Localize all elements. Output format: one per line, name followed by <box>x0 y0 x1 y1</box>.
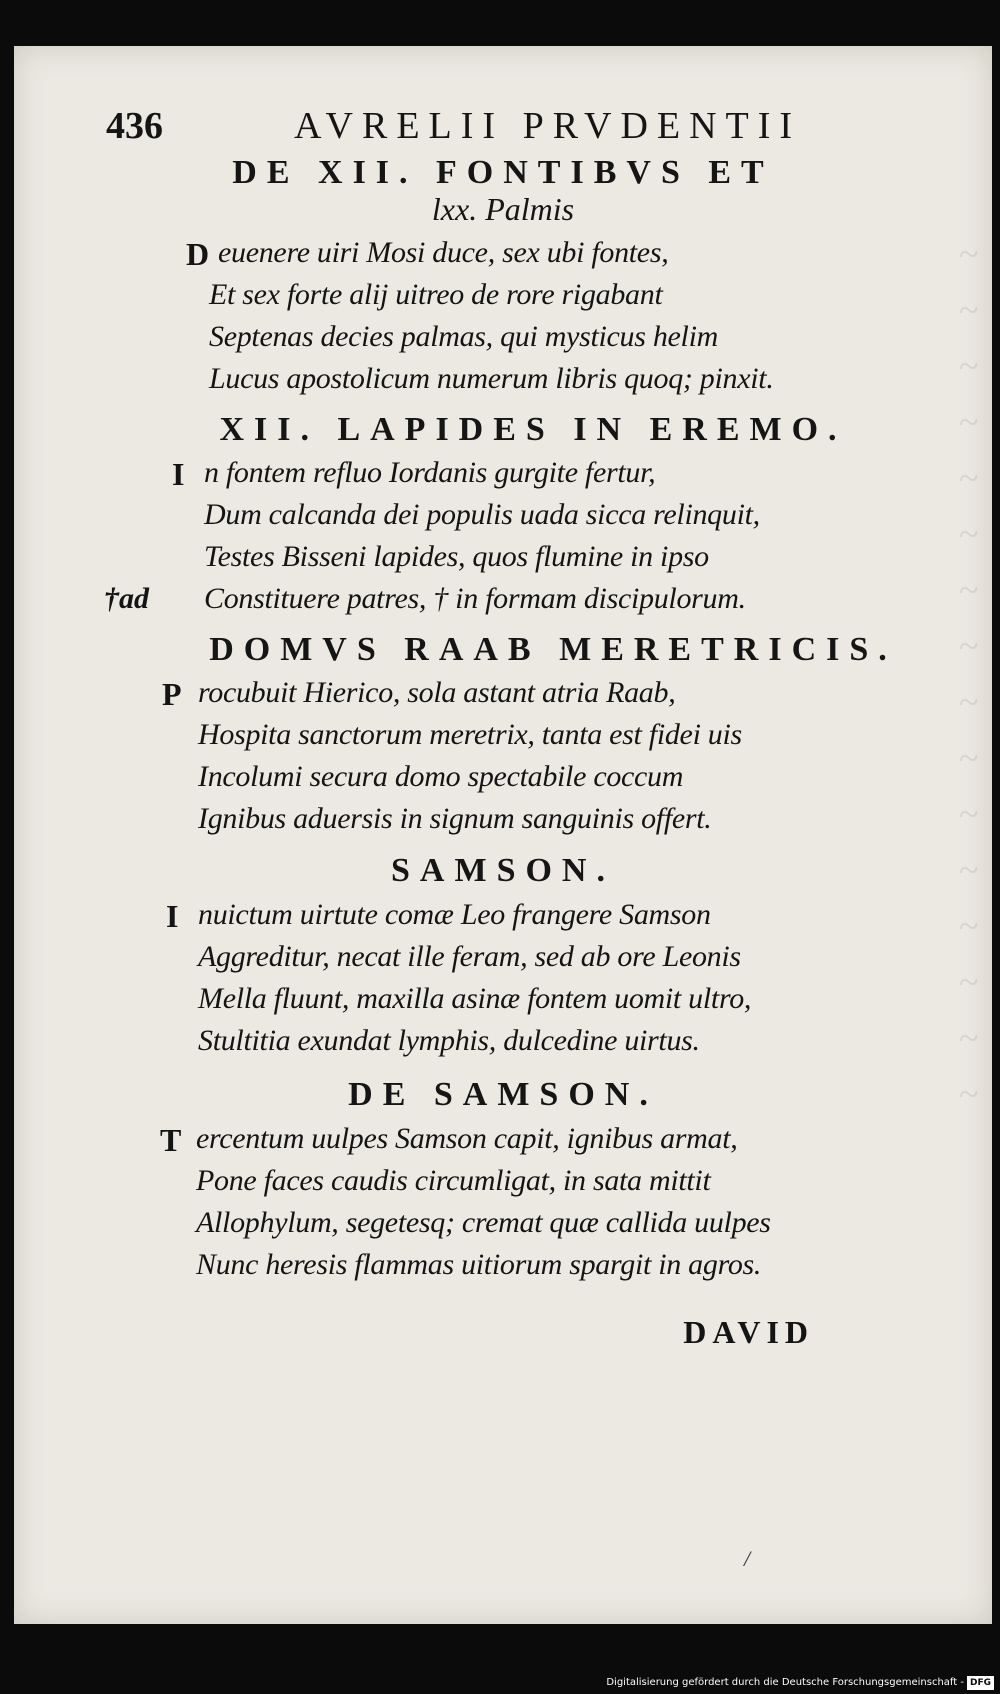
footer-text: Digitalisierung gefördert durch die Deutsche Forschungsgemeinschaft - <box>606 1677 964 1688</box>
verse-line: Aggreditur, necat ille feram, sed ab ore Leonis <box>198 940 741 973</box>
page-number: 436 <box>106 105 163 147</box>
verse-line: Constituere patres, † in formam discipulorum. <box>204 582 746 615</box>
initial-letter: P <box>162 676 182 712</box>
verse-line: Incolumi secura domo spectabile coccum <box>198 760 684 793</box>
section-title: DE XII. FONTIBVS ET <box>232 154 774 191</box>
section-title: DE SAMSON. <box>348 1076 658 1113</box>
verse-line: ercentum uulpes Samson capit, ignibus armat, <box>196 1122 738 1155</box>
section-subtitle: lxx. Palmis <box>431 191 575 227</box>
stray-mark: / <box>744 1546 751 1571</box>
verse-line: Mella fluunt, maxilla asinæ fontem uomit ultro, <box>198 982 752 1015</box>
verse-line: Ignibus aduersis in signum sanguinis offert. <box>198 802 712 835</box>
verse-line: n fontem refluo Iordanis gurgite fertur, <box>204 456 656 489</box>
initial-letter: T <box>160 1122 182 1158</box>
verse-line: rocubuit Hierico, sola astant atria Raab, <box>198 676 676 709</box>
verse-line: euenere uiri Mosi duce, sex ubi fontes, <box>218 236 669 269</box>
verse-line: Dum calcanda dei populis uada sicca relinquit, <box>204 498 760 531</box>
initial-letter: I <box>172 456 185 492</box>
catchword: DAVID <box>683 1314 814 1350</box>
verse-line: Allophylum, segetesq; cremat quæ callida uulpes <box>196 1206 771 1239</box>
verse-line: Septenas decies palmas, qui mysticus helim <box>209 320 718 353</box>
bleed-through-text: ~ ~ ~ ~ ~ ~ ~ ~ ~ ~ ~ ~ ~ ~ ~ ~ <box>958 234 978 1114</box>
initial-letter: I <box>166 898 179 934</box>
verse-line: Testes Bisseni lapides, quos flumine in ipso <box>204 540 709 573</box>
section-title: XII. LAPIDES IN EREMO. <box>219 411 847 448</box>
page-header <box>14 104 992 154</box>
dfg-logo: DFG <box>967 1676 994 1690</box>
initial-letter: D <box>186 236 210 272</box>
verse-line: Lucus apostolicum numerum libris quoq; pinxit. <box>209 362 774 395</box>
running-title: AVRELII PRVDENTII <box>294 105 802 147</box>
verse-line: Stultitia exundat lymphis, dulcedine uirtus. <box>198 1024 700 1057</box>
verse-line: Et sex forte alij uitreo de rore rigabant <box>209 278 663 311</box>
section-title: DOMVS RAAB MERETRICIS. <box>209 631 897 668</box>
verse-line: Nunc heresis flammas uitiorum spargit in agros. <box>196 1248 762 1281</box>
digitization-footer <box>606 1676 994 1690</box>
verse-line: Pone faces caudis circumligat, in sata mittit <box>196 1164 711 1197</box>
book-page <box>14 46 992 1624</box>
verse-line: nuictum uirtute comæ Leo frangere Samson <box>198 898 711 931</box>
marginal-note: †ad <box>104 582 149 615</box>
verse-line: Hospita sanctorum meretrix, tanta est fidei uis <box>198 718 742 751</box>
section-title: SAMSON. <box>391 852 615 889</box>
